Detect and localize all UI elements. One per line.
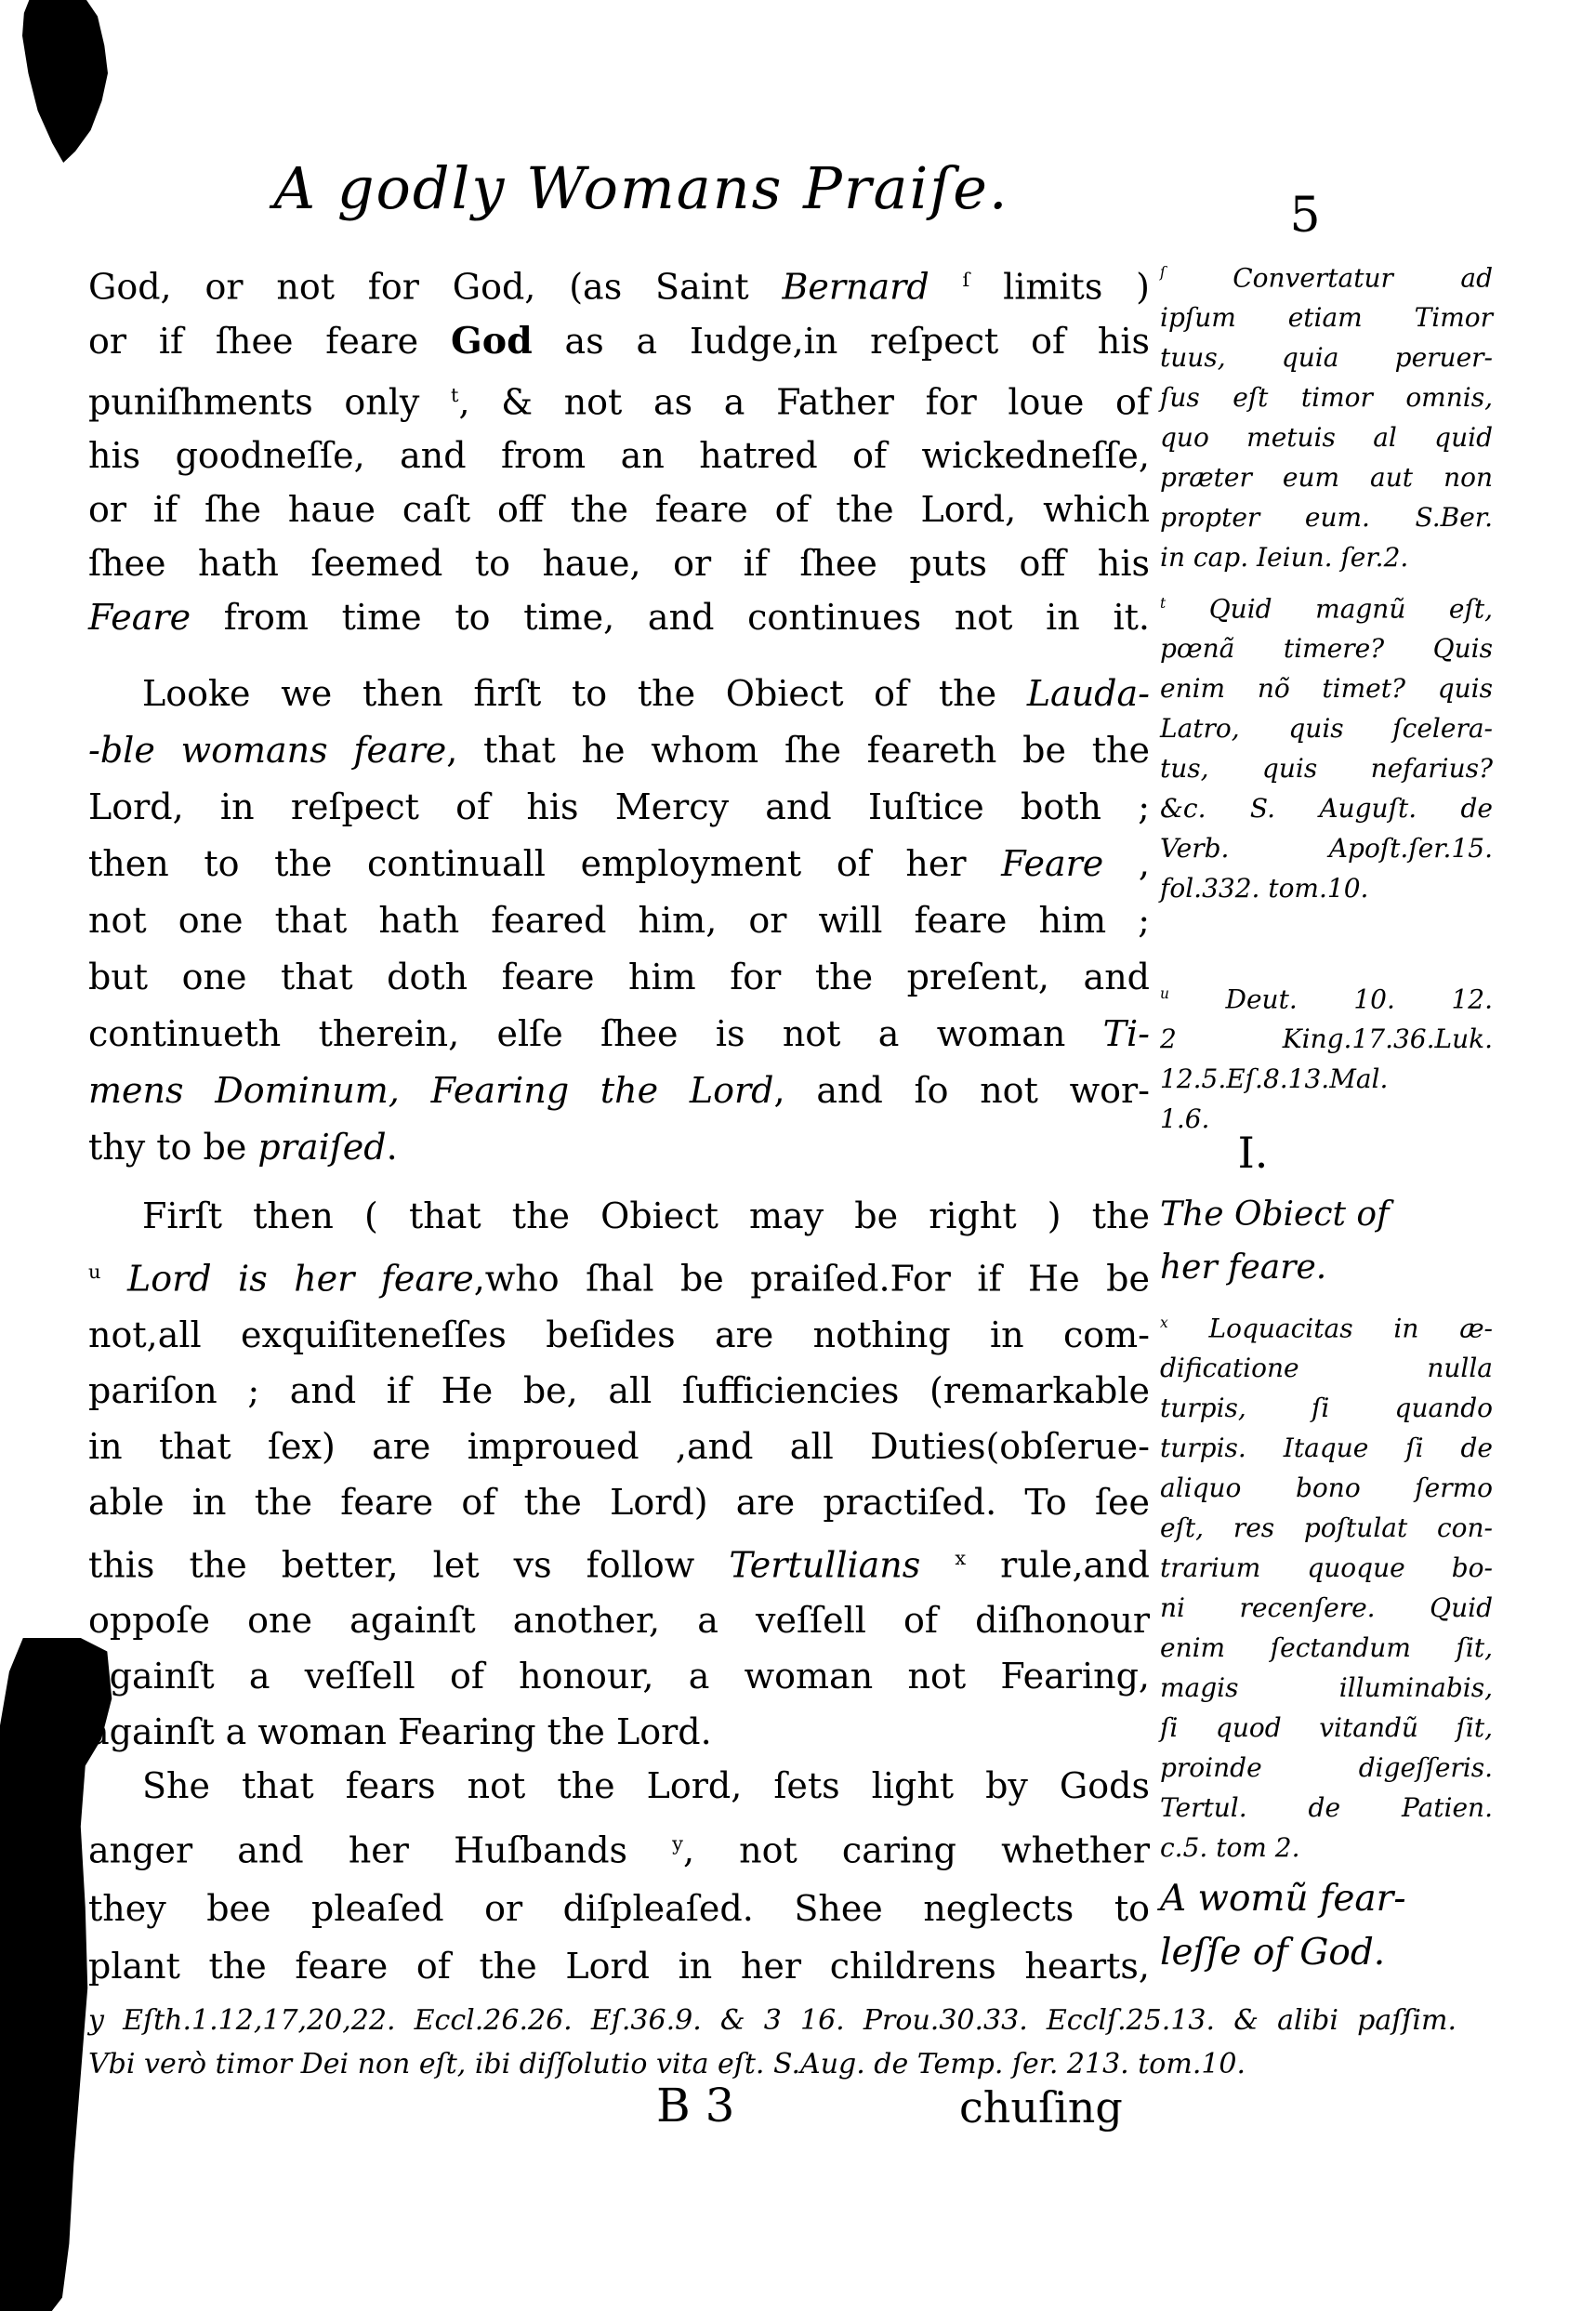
text-segment: continueth therein, elſe ſhee is not a woman <box>88 1013 1103 1054</box>
text-line <box>88 314 1150 368</box>
text-segment: praiſed <box>257 1127 387 1168</box>
text-line <box>1160 1303 1493 1348</box>
margin-section-number <box>1160 1129 1346 1177</box>
text-segment: enim ſectandum ſit, <box>1160 1632 1493 1664</box>
body-paragraph-1 <box>88 253 1150 644</box>
ink-blot-top-left <box>22 0 108 163</box>
text-line <box>88 1704 1150 1760</box>
text-line <box>1160 1508 1493 1548</box>
text-segment: thy to be <box>88 1127 258 1168</box>
text-line <box>1160 253 1493 297</box>
text-line <box>88 1119 1150 1176</box>
text-segment: , & not as a Father for loue of <box>458 381 1150 423</box>
text-segment: from time to time, and continues not in it. <box>191 597 1150 639</box>
text-line <box>1160 1059 1493 1099</box>
text-segment: præter eum aut non <box>1160 462 1493 494</box>
body-paragraph-2 <box>88 666 1150 1176</box>
text-line <box>88 590 1150 644</box>
body-paragraph-4 <box>88 1757 1150 1995</box>
text-segment: againſt a veſſell of honour, a woman not Fearing, <box>88 1656 1150 1697</box>
text-line <box>1160 337 1493 377</box>
text-segment: rule,and <box>966 1544 1150 1586</box>
text-line <box>1160 1788 1493 1828</box>
text-segment: then to the continuall employment of her <box>88 843 1002 884</box>
text-segment: Lord is her feare <box>126 1258 474 1300</box>
text-segment: , that he whom ſhe feareth be the <box>446 730 1150 771</box>
text-segment: anger and her Huſbands <box>88 1829 673 1871</box>
text-line <box>88 1307 1150 1363</box>
margin-note-u <box>1160 974 1493 1139</box>
text-segment: quo metuis al quid <box>1160 422 1493 454</box>
text-line <box>88 722 1150 779</box>
text-segment: 12.5.Eſ.8.13.Mal. <box>1160 1063 1389 1095</box>
text-line <box>1160 1129 1346 1177</box>
footnote-line <box>88 1999 1457 2042</box>
text-segment: Firſt then ( that the Obiect may be right ) the <box>142 1195 1150 1236</box>
text-segment: leſſe of God. <box>1160 1932 1386 1974</box>
text-segment: , not caring whether <box>682 1829 1150 1871</box>
text-segment: dificatione nulla <box>1160 1353 1493 1384</box>
text-line <box>1160 377 1493 417</box>
text-segment: pœnã timere? Quis <box>1160 633 1493 665</box>
text-line <box>1160 828 1493 868</box>
text-segment: Lord, in reſpect of his Mercy and Iuſtice both ; <box>88 786 1150 827</box>
text-segment: Verb. Apoſt.ſer.15. <box>1160 833 1493 865</box>
text-segment: or if ſhe haue caſt off the feare of the Lord, which <box>88 489 1150 531</box>
text-line <box>1160 297 1493 337</box>
text-line <box>88 949 1150 1006</box>
text-segment: . <box>386 1127 398 1168</box>
text-segment: c.5. tom 2. <box>1160 1832 1300 1864</box>
text-segment: her feare. <box>1160 1248 1327 1287</box>
text-segment: tuus, quia peruer- <box>1160 342 1493 374</box>
text-line <box>1160 1019 1493 1059</box>
text-segment: 1.6. <box>1160 1103 1210 1135</box>
text-line <box>88 368 1150 429</box>
text-line <box>88 429 1150 482</box>
text-line <box>88 253 1150 314</box>
text-line <box>1160 1628 1493 1668</box>
text-segment: proinde digeſſeris. <box>1160 1752 1493 1784</box>
text-segment: ipſum etiam Timor <box>1160 302 1493 334</box>
text-segment: Feare <box>1001 843 1104 884</box>
text-segment: ,who ſhal be praiſed.For if He be <box>473 1258 1150 1300</box>
margin-note-t <box>1160 584 1493 908</box>
text-line <box>88 1815 1150 1880</box>
footnote-block <box>88 1999 1457 2086</box>
text-line <box>88 892 1150 949</box>
text-line <box>88 1244 1150 1307</box>
text-segment: 2 King.17.36.Luk. <box>1160 1023 1493 1055</box>
text-segment: t <box>1160 595 1167 612</box>
text-line <box>1160 668 1493 708</box>
text-line <box>1160 1468 1493 1508</box>
text-segment: x <box>955 1546 967 1569</box>
text-segment: x <box>1160 1314 1168 1331</box>
text-line <box>88 536 1150 590</box>
text-segment: Deut. 10. 12. <box>1168 984 1493 1015</box>
text-segment <box>920 1544 955 1585</box>
text-segment: this the better, let vs follow <box>88 1544 730 1586</box>
text-segment: Ti- <box>1102 1013 1150 1054</box>
text-segment: u <box>1160 985 1169 1002</box>
text-line <box>1160 457 1493 497</box>
text-segment: eſt, res poſtulat con- <box>1160 1512 1493 1544</box>
text-segment: -ble womans feare <box>88 730 447 771</box>
text-segment: Looke we then firſt to the Obiect of the <box>142 673 1027 714</box>
margin-section-heading <box>1160 1188 1493 1294</box>
text-segment: trarium quoque bo- <box>1160 1552 1493 1584</box>
text-segment: Bernard <box>782 266 929 308</box>
text-segment: enim nõ timet? quis <box>1160 673 1493 705</box>
text-segment: &c. S. Auguſt. de <box>1160 793 1493 825</box>
text-line <box>88 482 1150 536</box>
text-line <box>88 1592 1150 1648</box>
text-segment: Quid magnũ eſt, <box>1166 593 1493 625</box>
text-line <box>1160 1926 1493 1980</box>
margin-note-s <box>1160 253 1493 577</box>
text-segment: ſi quod vitandũ ſit, <box>1160 1712 1493 1744</box>
text-segment: not one that hath feared him, or will feare him ; <box>88 900 1150 941</box>
text-line <box>88 1937 1150 1995</box>
text-line <box>1160 1188 1493 1241</box>
text-segment: turpis, ſi quando <box>1160 1393 1493 1424</box>
text-line <box>1160 628 1493 668</box>
text-segment: Lauda- <box>1026 673 1150 714</box>
text-segment: ſhee hath ſeemed to haue, or if ſhee puts off his <box>88 543 1150 585</box>
text-line <box>88 836 1150 892</box>
text-segment: Tertullians <box>729 1544 921 1586</box>
text-segment: but one that doth feare him for the preſent, and <box>88 957 1150 997</box>
text-segment: able in the feare of the Lord) are practiſed. To ſee <box>88 1481 1150 1523</box>
text-segment: pariſon ; and if He be, all ſufficiencies (remarkable <box>88 1369 1150 1411</box>
text-segment: in that ſex) are improued ,and all Duties(obſerue- <box>88 1425 1150 1467</box>
text-segment: plant the feare of the Lord in her childrens hearts, <box>88 1945 1150 1987</box>
page-number: 5 <box>1289 188 1321 244</box>
text-line <box>88 1474 1150 1530</box>
text-line <box>1160 1388 1493 1428</box>
text-segment: limits ) <box>969 266 1150 308</box>
text-line <box>1160 417 1493 457</box>
body-paragraph-3 <box>88 1188 1150 1760</box>
text-segment: magis illuminabis, <box>1160 1672 1493 1704</box>
text-line <box>1160 1348 1493 1388</box>
text-segment: , <box>1103 843 1150 884</box>
text-line <box>88 666 1150 722</box>
running-header: A godly Womans Praiſe. <box>273 154 1009 222</box>
text-segment: tus, quis nefarius? <box>1160 753 1493 785</box>
text-segment: againſt a woman Fearing the Lord. <box>88 1711 712 1753</box>
text-segment: A womũ fear- <box>1160 1878 1406 1920</box>
text-segment: puniſhments only <box>88 381 452 423</box>
text-line <box>1160 708 1493 748</box>
text-line <box>88 1880 1150 1937</box>
text-line <box>1160 1828 1493 1868</box>
text-line <box>88 779 1150 836</box>
text-segment: Latro, quis ſcelera- <box>1160 713 1493 745</box>
text-segment: Vbi verò timor Dei non eſt, ibi diſſolutio vita eſt. S.Aug. de Temp. ſer. 213. tom.10. <box>88 2048 1246 2080</box>
text-segment: ſus eſt timor omnis, <box>1160 382 1493 414</box>
text-line <box>88 1006 1150 1063</box>
text-segment: oppoſe one againſt another, a veſſell of diſhonour <box>88 1600 1150 1642</box>
text-line <box>1160 1748 1493 1788</box>
text-segment: She that fears not the Lord, ſets light by Gods <box>142 1765 1150 1806</box>
text-segment: Loquacitas in æ- <box>1167 1313 1493 1344</box>
text-line <box>1160 497 1493 537</box>
text-segment: not,all exquiſiteneſſes beſides are nothing in com- <box>88 1314 1150 1355</box>
text-segment: Convertatur ad <box>1165 262 1493 294</box>
text-line <box>1160 748 1493 788</box>
text-segment: as a Iudge,in reſpect of his <box>532 320 1150 362</box>
text-line <box>1160 868 1493 908</box>
text-line <box>1160 788 1493 828</box>
text-segment: turpis. Itaque ſi de <box>1160 1433 1493 1464</box>
text-segment: u <box>88 1261 101 1283</box>
text-segment: propter eum. S.Ber. <box>1160 502 1493 534</box>
text-segment <box>929 267 963 308</box>
text-line <box>1160 1241 1493 1294</box>
text-segment: fol.332. tom.10. <box>1160 873 1369 905</box>
text-line <box>1160 1872 1493 1926</box>
margin-note-x <box>1160 1303 1493 1868</box>
text-line <box>88 1530 1150 1593</box>
text-segment: aliquo bono ſermo <box>1160 1472 1493 1504</box>
text-line <box>1160 1428 1493 1468</box>
signature-mark: B 3 <box>656 2079 735 2133</box>
text-line <box>1160 1548 1493 1588</box>
text-segment: y <box>672 1832 683 1855</box>
text-line <box>88 1757 1150 1815</box>
text-segment: God, or not for God, (as Saint <box>88 266 783 308</box>
text-segment: The Obiect of <box>1160 1195 1390 1234</box>
text-segment: in cap. Ieiun. ſer.2. <box>1160 542 1409 574</box>
text-segment: , and ſo not wor- <box>773 1070 1150 1111</box>
text-segment: ſ <box>1160 264 1166 281</box>
text-line <box>1160 974 1493 1019</box>
text-segment: they bee pleaſed or diſpleaſed. Shee neglects to <box>88 1887 1150 1929</box>
text-segment: mens Dominum, Fearing the Lord <box>88 1070 774 1111</box>
text-segment: Feare <box>88 597 191 639</box>
text-segment: God <box>450 319 533 363</box>
text-segment: Tertul. de Patien. <box>1160 1792 1493 1824</box>
text-line <box>88 1648 1150 1704</box>
margin-side-heading <box>1160 1872 1493 1980</box>
text-segment: t <box>451 383 459 406</box>
text-segment: his goodneſſe, and from an hatred of wickedneſſe, <box>88 435 1150 477</box>
text-line <box>88 1419 1150 1474</box>
text-line <box>1160 537 1493 577</box>
text-segment: ſ <box>962 269 970 291</box>
text-segment: I. <box>1237 1128 1269 1178</box>
text-line <box>1160 584 1493 628</box>
text-segment: ni recenſere. Quid <box>1160 1592 1493 1624</box>
text-line <box>88 1063 1150 1119</box>
catchword: chuſing <box>959 2082 1123 2133</box>
text-line <box>1160 1708 1493 1748</box>
text-line <box>1160 1668 1493 1708</box>
text-line <box>1160 1588 1493 1628</box>
text-line <box>88 1363 1150 1419</box>
text-line <box>88 1188 1150 1244</box>
text-segment: or if ſhee feare <box>88 320 451 362</box>
text-segment: y Eſth.1.12,17,20,22. Eccl.26.26. Eſ.36.9. & 3 16. Prou.30.33. Ecclſ.25.13. & alibi paſſim. <box>88 2004 1457 2037</box>
footnote-line <box>88 2042 1457 2086</box>
text-segment <box>100 1259 127 1300</box>
